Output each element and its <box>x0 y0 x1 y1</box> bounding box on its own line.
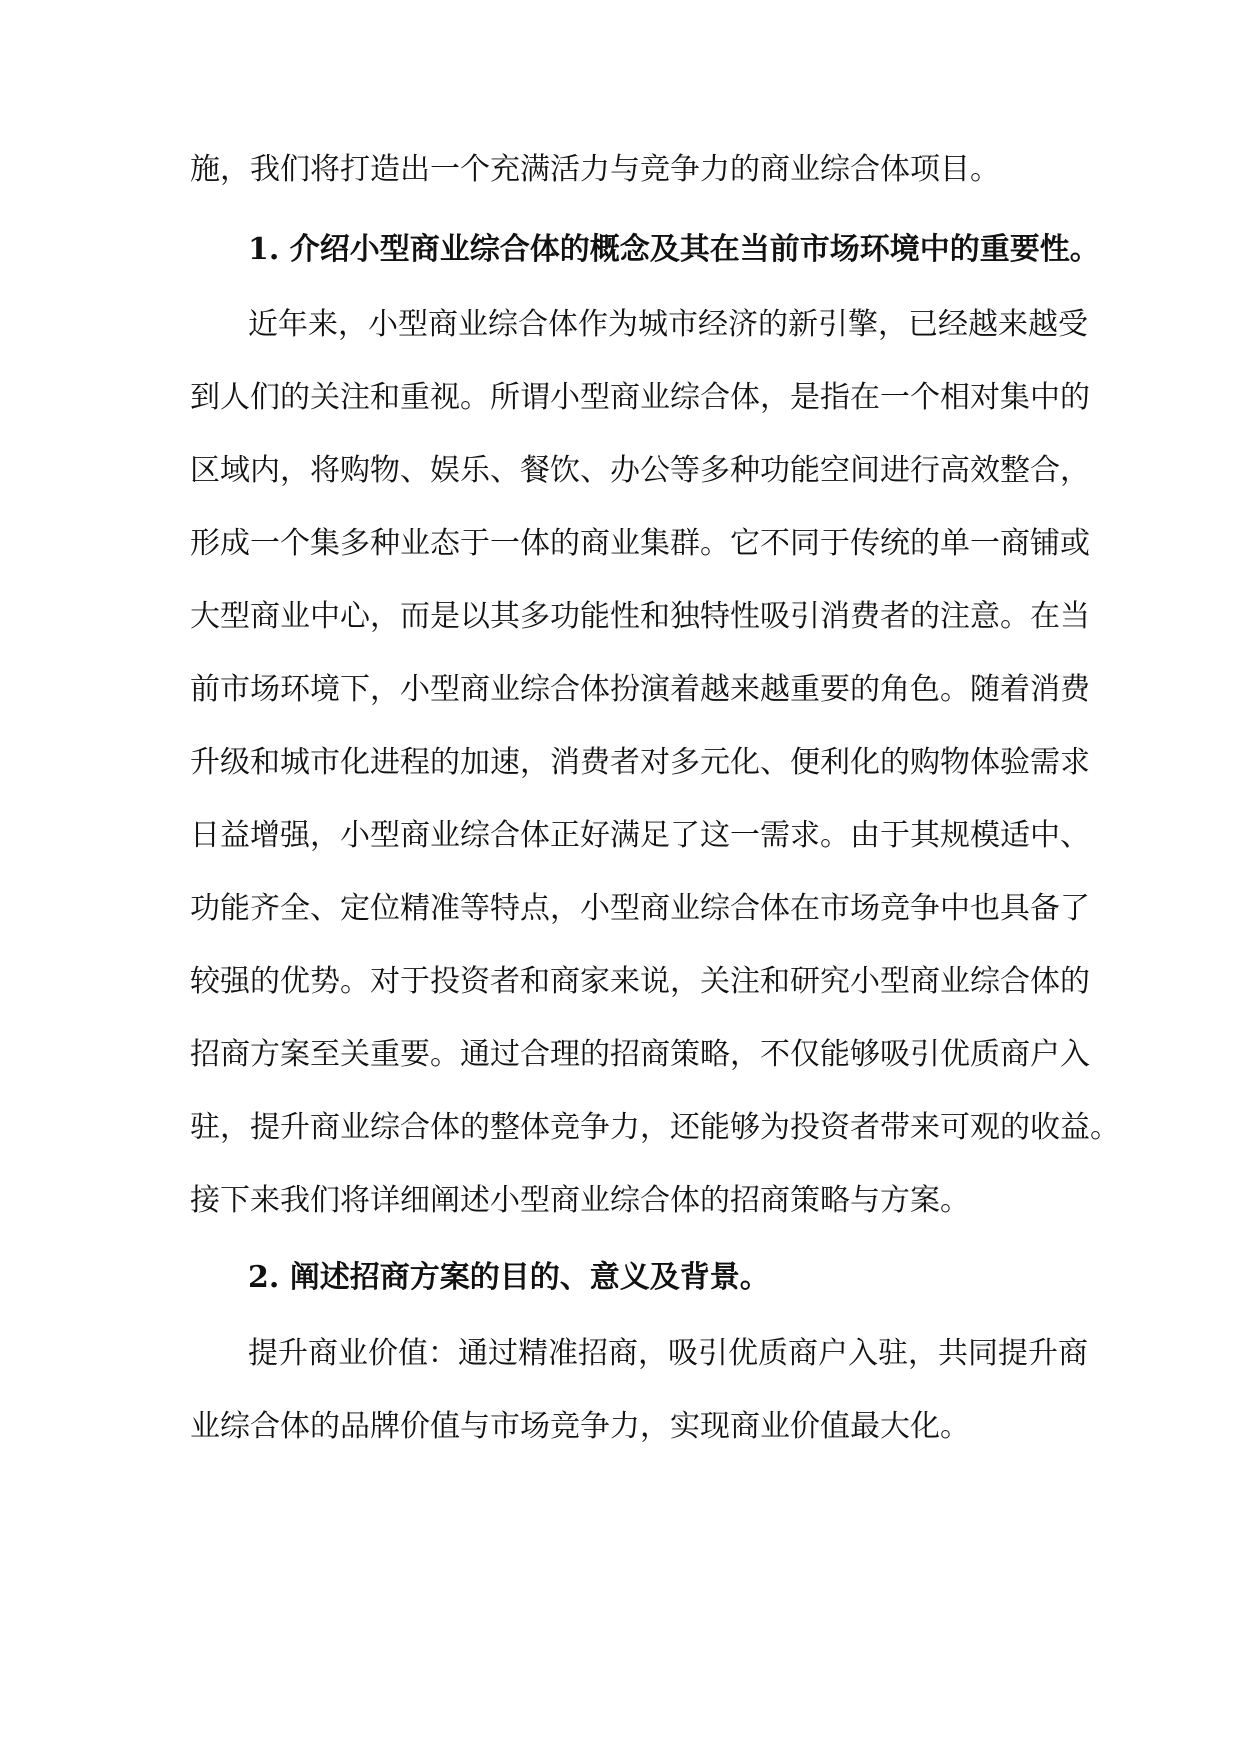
paragraph-line: 形成一个集多种业态于一体的商业集群。它不同于传统的单一商铺或 <box>190 526 1090 561</box>
paragraph-line: 较强的优势。对于投资者和商家来说，关注和研究小型商业综合体的 <box>190 964 1090 999</box>
paragraph-line: 到人们的关注和重视。所谓小型商业综合体，是指在一个相对集中的 <box>190 380 1090 415</box>
paragraph-line: 大型商业中心，而是以其多功能性和独特性吸引消费者的注意。在当 <box>190 599 1090 634</box>
paragraph-line: 前市场环境下，小型商业综合体扮演着越来越重要的角色。随着消费 <box>190 672 1090 707</box>
paragraph-line: 业综合体的品牌价值与市场竞争力，实现商业价值最大化。 <box>190 1409 970 1444</box>
paragraph-line: 施，我们将打造出一个充满活力与竞争力的商业综合体项目。 <box>190 152 1000 187</box>
paragraph-line: 区域内，将购物、娱乐、餐饮、办公等多种功能空间进行高效整合， <box>190 453 1090 488</box>
paragraph-line: 功能齐全、定位精准等特点，小型商业综合体在市场竞争中也具备了 <box>190 891 1090 926</box>
paragraph-line: 驻，提升商业综合体的整体竞争力，还能够为投资者带来可观的收益。 <box>190 1110 1120 1145</box>
section-heading-1: 1. 介绍小型商业综合体的概念及其在当前市场环境中的重要性。 <box>248 232 1100 267</box>
paragraph-line: 日益增强，小型商业综合体正好满足了这一需求。由于其规模适中、 <box>190 818 1090 853</box>
paragraph-line: 升级和城市化进程的加速，消费者对多元化、便利化的购物体验需求 <box>190 745 1090 780</box>
section-heading-2: 2. 阐述招商方案的目的、意义及背景。 <box>248 1260 770 1295</box>
paragraph-line: 近年来，小型商业综合体作为城市经济的新引擎，已经越来越受 <box>248 307 1088 342</box>
paragraph-line: 招商方案至关重要。通过合理的招商策略，不仅能够吸引优质商户入 <box>190 1037 1090 1072</box>
paragraph-line: 接下来我们将详细阐述小型商业综合体的招商策略与方案。 <box>190 1183 970 1218</box>
paragraph-line: 提升商业价值：通过精准招商，吸引优质商户入驻，共同提升商 <box>248 1336 1088 1371</box>
